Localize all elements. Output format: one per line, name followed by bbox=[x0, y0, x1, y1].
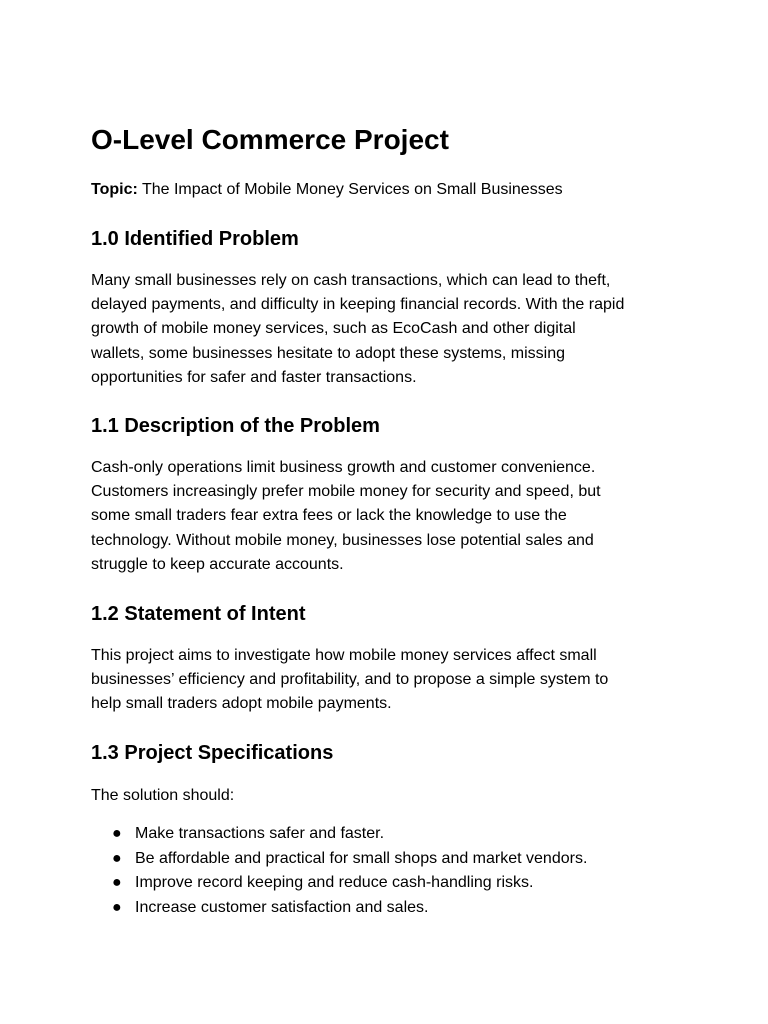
specifications-intro: The solution should: bbox=[91, 787, 235, 804]
section-heading-project-specifications: 1.3 Project Specifications bbox=[91, 742, 334, 764]
paragraph-line: help small traders adopt mobile payments. bbox=[91, 695, 392, 713]
topic-label: Topic: bbox=[91, 181, 138, 198]
paragraph-line: wallets, some businesses hesitate to adopt these systems, missing bbox=[91, 344, 565, 362]
section-heading-identified-problem: 1.0 Identified Problem bbox=[91, 228, 299, 250]
paragraph-line: struggle to keep accurate accounts. bbox=[91, 555, 344, 573]
list-item-text: Improve record keeping and reduce cash-handling risks. bbox=[135, 874, 534, 891]
list-item-text: Make transactions safer and faster. bbox=[135, 825, 385, 842]
identified-problem-paragraph bbox=[91, 269, 691, 390]
paragraph-line: Cash-only operations limit business growth and customer convenience. bbox=[91, 459, 596, 476]
list-item bbox=[91, 822, 587, 847]
list-item-text: Increase customer satisfaction and sales. bbox=[135, 898, 429, 916]
list-item bbox=[91, 896, 587, 921]
specifications-list bbox=[91, 822, 587, 920]
statement-of-intent-paragraph bbox=[91, 644, 691, 717]
paragraph-line: Many small businesses rely on cash transactions, which can lead to theft, bbox=[91, 272, 611, 289]
list-item bbox=[91, 871, 587, 896]
topic-line bbox=[91, 179, 563, 201]
document-title: O-Level Commerce Project bbox=[91, 124, 449, 155]
paragraph-line: delayed payments, and difficulty in keeping financial records. With the rapid bbox=[91, 296, 625, 314]
paragraph-line: This project aims to investigate how mobile money services affect small bbox=[91, 647, 597, 664]
list-item bbox=[91, 847, 587, 872]
section-heading-description-of-problem: 1.1 Description of the Problem bbox=[91, 415, 380, 437]
bullet-icon: ● bbox=[112, 898, 122, 916]
description-of-problem-paragraph bbox=[91, 456, 691, 577]
topic-text: The Impact of Mobile Money Services on Small Businesses bbox=[137, 181, 563, 198]
paragraph-line: opportunities for safer and faster transactions. bbox=[91, 368, 417, 386]
paragraph-line: Customers increasingly prefer mobile money for security and speed, but bbox=[91, 483, 601, 501]
bullet-icon: ● bbox=[112, 874, 122, 891]
paragraph-line: businesses’ efficiency and profitability, and to propose a simple system to bbox=[91, 671, 609, 689]
section-heading-statement-of-intent: 1.2 Statement of Intent bbox=[91, 603, 306, 625]
bullet-icon: ● bbox=[112, 825, 122, 842]
paragraph-line: growth of mobile money services, such as EcoCash and other digital bbox=[91, 320, 576, 338]
bullet-icon: ● bbox=[112, 849, 122, 867]
paragraph-line: technology. Without mobile money, businesses lose potential sales and bbox=[91, 531, 594, 549]
list-item-text: Be affordable and practical for small shops and market vendors. bbox=[135, 849, 588, 867]
paragraph-line: some small traders fear extra fees or lack the knowledge to use the bbox=[91, 507, 567, 525]
